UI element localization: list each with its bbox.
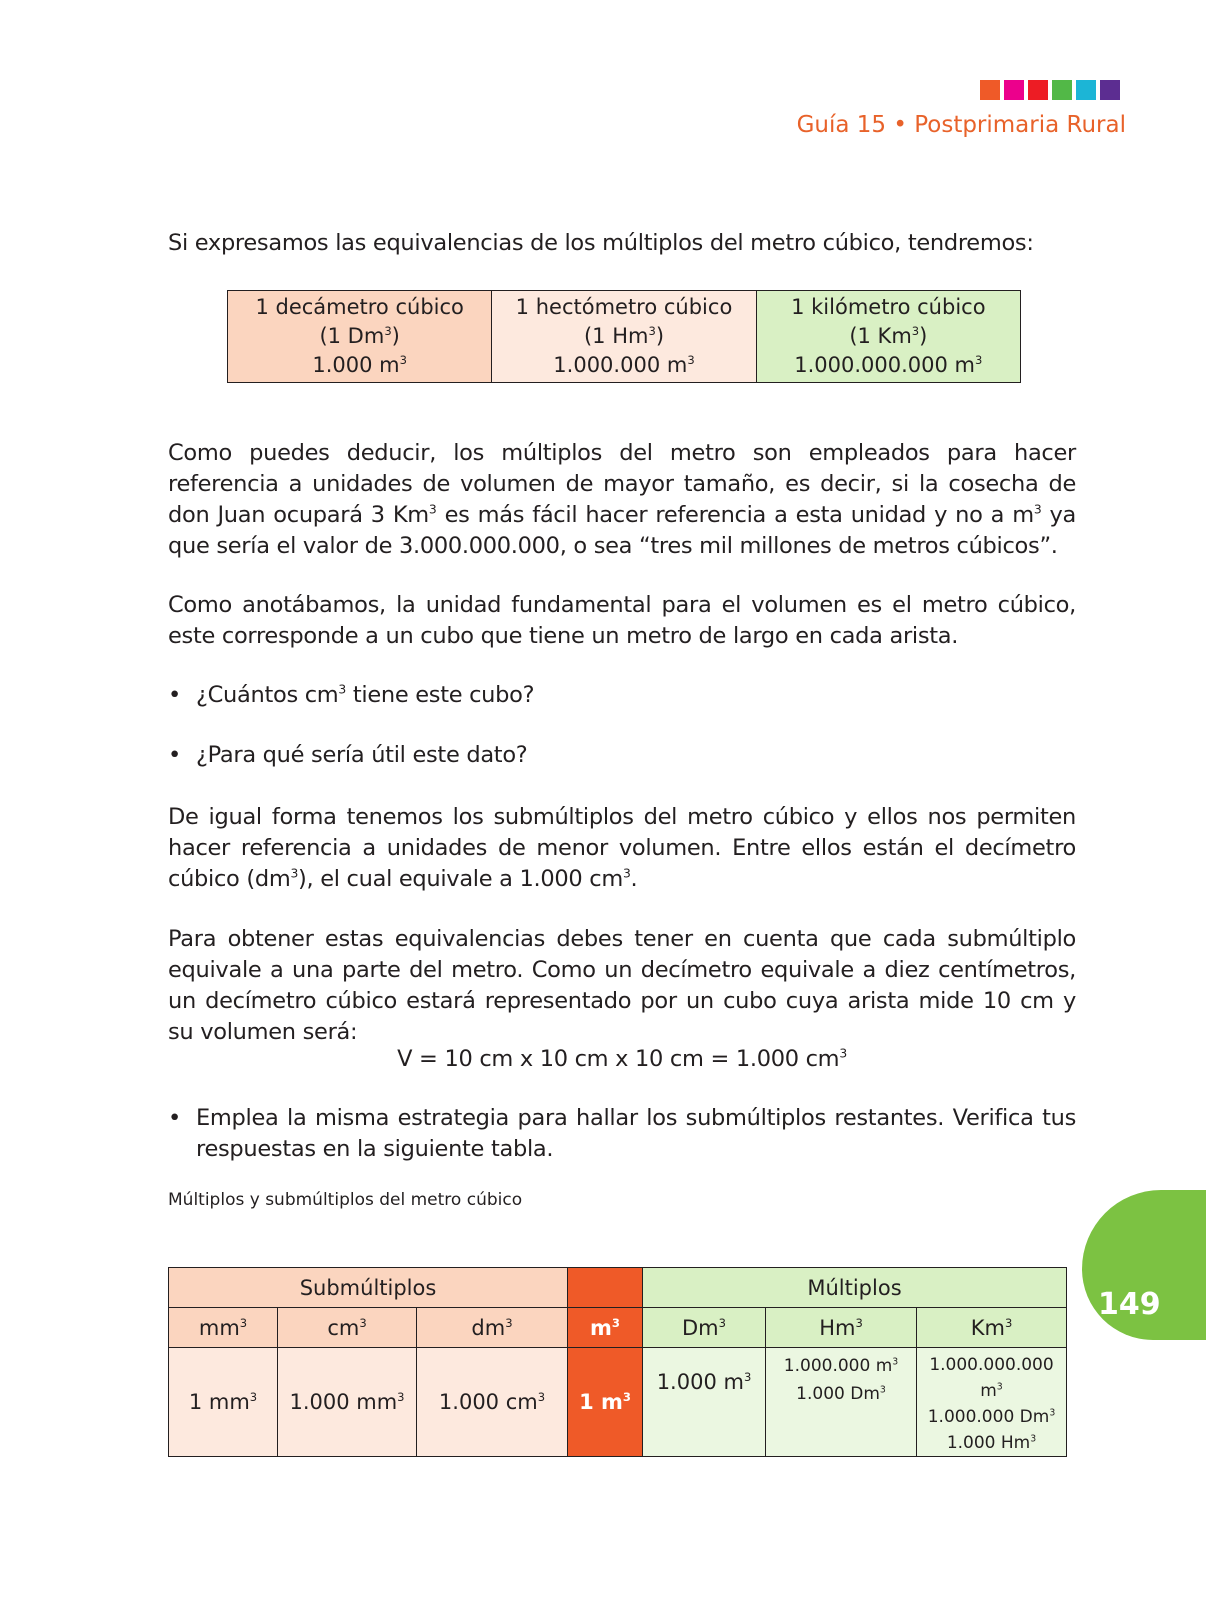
equiv-cell-dm: 1 decámetro cúbico (1 Dm$^3$) 1.000 $m^3$ [228, 291, 492, 383]
unit-mm: $mm^3$ [169, 1308, 278, 1348]
header-submultiples: Submúltiplos [169, 1268, 568, 1308]
paragraph-1: Como puedes deducir, los múltiplos del metro son empleados para hacer referencia a unidades de volumen de mayor tamaño, es decir, si la cosecha de don Juan ocupará 3 Km$^3$ es más fácil hacer referencia a esta unidad y no a $m^3$ ya que sería el valor de 3.000.000.000, o sea “tres mil millones de metros cúbicos”. [168, 440, 1077, 559]
bullet-1: • ¿Cuántos $cm^3$ tiene este cubo? [168, 680, 1076, 711]
paragraph-4: Para obtener estas equivalencias debes tener en cuenta que cada submúltiplo equivale a una parte del metro. Como un decímetro equivale a diez centímetros, un decímetro cúbico estará representado por un cubo cuya arista mide 10 cm y su volumen será: [168, 926, 1076, 1045]
square-green [1052, 80, 1072, 100]
bullet-2: • ¿Para qué sería útil este dato? [168, 740, 1076, 771]
square-red [1028, 80, 1048, 100]
unit-dm: $dm^3$ [417, 1308, 568, 1348]
equiv-cell-km: 1 kilómetro cúbico (1 Km$^3$) 1.000.000.000 $m^3$ [756, 291, 1020, 383]
bullet-dot: • [168, 1105, 181, 1131]
unit-cm: $cm^3$ [278, 1308, 417, 1348]
bullet-dot: • [168, 682, 181, 708]
header-title: Guía 15 • Postprimaria Rural [796, 112, 1126, 138]
square-orange [980, 80, 1000, 100]
value-mm: 1 $mm^3$ [169, 1348, 278, 1457]
intro-text: Si expresamos las equivalencias de los múltiplos del metro cúbico, tendremos: [168, 230, 1034, 256]
equivalence-table [227, 290, 1021, 383]
page-number: 149 [1098, 1287, 1161, 1322]
value-Dm: 1.000 $m^3$ [643, 1348, 766, 1457]
unit-Hm: Hm$^3$ [766, 1308, 917, 1348]
square-purple [1100, 80, 1120, 100]
header-m-blank [568, 1268, 643, 1308]
paragraph-2: Como anotábamos, la unidad fundamental para el volumen es el metro cúbico, este corresponde a un cubo que tiene un metro de largo en cada arista. [168, 592, 1076, 649]
value-m: 1 $m^3$ [568, 1348, 643, 1457]
value-cm: 1.000 $mm^3$ [278, 1348, 417, 1457]
square-cyan [1076, 80, 1096, 100]
bullet-3: • Emplea la misma estrategia para hallar los submúltiplos restantes. Verifica tus respuestas en la siguiente tabla. [168, 1105, 1076, 1162]
unit-m: $m^3$ [568, 1308, 643, 1348]
header-multiples: Múltiplos [643, 1268, 1067, 1308]
volume-formula: V = 10 cm x 10 cm x 10 cm = 1.000 $cm^3$ [397, 1046, 847, 1072]
value-Km: 1.000.000.000 $m^3$ 1.000.000 Dm$^3$ 1.000 Hm$^3$ [917, 1348, 1067, 1457]
value-dm: 1.000 $cm^3$ [417, 1348, 568, 1457]
bullet-dot: • [168, 742, 181, 768]
color-squares [980, 80, 1120, 100]
multiples-table [168, 1267, 1067, 1457]
unit-Km: Km$^3$ [917, 1308, 1067, 1348]
value-Hm: 1.000.000 $m^3$ 1.000 Dm$^3$ [766, 1348, 917, 1457]
square-magenta [1004, 80, 1024, 100]
equiv-cell-hm: 1 hectómetro cúbico (1 Hm$^3$) 1.000.000 $m^3$ [492, 291, 756, 383]
table-caption: Múltiplos y submúltiplos del metro cúbico [168, 1190, 523, 1210]
unit-Dm: Dm$^3$ [643, 1308, 766, 1348]
paragraph-3: De igual forma tenemos los submúltiplos del metro cúbico y ellos nos permiten hacer referencia a unidades de menor volumen. Entre ellos están el decímetro cúbico $(dm^3)$, el cual equivale a 1.000 $cm^3$. [168, 804, 1076, 892]
